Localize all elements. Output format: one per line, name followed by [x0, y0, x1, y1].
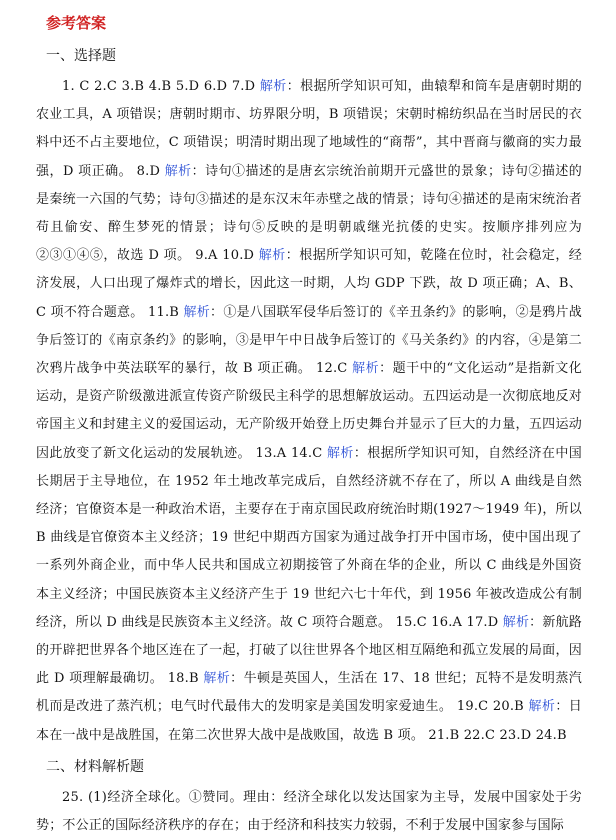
analysis-label: 解析 [352, 361, 380, 377]
answer-segment: ：新航路的开辟把世界各个地区连在了一起，打破了以往世界各个地区相互隔绝和孤立发展的局面，因此 D 项理解最确切。 18.B [36, 614, 582, 687]
answer-segment: ：根据所学知识可知，自然经济在中国长期居于主导地位，在 1952 年土地改革完成后，自然经济就不存在了，所以 A 曲线是自然经济；官僚资本是一种政治术语，主要存在于南京国民政府统治时期(1927～1949 年)，所以 B 曲线是官僚资本主义经济；19 世纪中期西方国家为通过战争打开中国市场，使中国出现了一系列外商企业，而中华人民共和国成立初期接管了外商在华的企业，所以 C 曲线是外国资本主义经济；中国民族资本主义经济产生于 19 世纪六七十年代，到 1956 年被改造成公有制经济，所以 D 曲线是民族资本主义经济。故 C 项符合题意。 15.C 16.A 17.D [36, 445, 582, 630]
analysis-label: 解析 [183, 304, 211, 320]
analysis-label: 解析 [259, 79, 287, 94]
analysis-label: 解析 [203, 671, 231, 687]
answer-segment: ：根据所学知识可知，曲辕犁和筒车是唐朝时期的农业工具，A 项错误；唐朝时期市、坊界限分明，B 项错误；宋朝时棉纺织品在当时居民的衣料中还不占主要地位，C 项错误；明清时期出现了地域性的“商帮”，其中晋商与徽商的实力最强，D 项正确。 8.D [36, 79, 583, 179]
answer-segment: ：题干中的“文化运动”是指新文化运动，是资产阶级激进派宣传资产阶级民主科学的思想解放运动。五四运动是一次彻底地反对帝国主义和封建主义的爱国运动，无产阶级开始登上历史舞台并显示了巨大的力量，五四运动因此放变了新文化运动的发展轨迹。 13.A 14.C [36, 361, 582, 461]
answer-segment: ：①是八国联军侵华后签订的《辛丑条约》的影响，②是鸦片战争后签订的《南京条约》的影响，③是甲午中日战争后签订的《马关条约》的内容，④是第二次鸦片战争中英法联军的暴行，故 B 项正确。 12.C [36, 304, 582, 377]
answer-segment: ：牛顿是英国人，生活在 17、18 世纪；瓦特不是发明蒸汽机而是改进了蒸汽机；电气时代最伟大的发明家是美国发明家爱迪生。 19.C 20.B [36, 671, 582, 715]
answer-segment: 1. C 2.C 3.B 4.B 5.D 6.D 7.D [62, 79, 260, 94]
analysis-label: 解析 [528, 699, 556, 715]
answer-segment: ：日本在一战中是战胜国，在第二次世界大战中是战败国，故选 B 项。 21.B 22.C 23.D 24.B [36, 699, 583, 743]
analysis-label: 解析 [258, 248, 286, 264]
answer-segment: ：根据所学知识可知，乾隆在位时，社会稳定，经济发展，人口出现了爆炸式的增长，因此这一时期，人均 GDP 下跌，故 D 项正确；A、B、C 项不符合题意。 11.B [36, 248, 582, 320]
material-answer-text: 25. (1)经济全球化。①赞同。理由：经济全球化以发达国家为主导，发展中国家处于劣势；不公正的国际经济秩序的存在；由于经济和科技实力较弱，不利于发展中国家参与国际 [36, 789, 582, 834]
choice-answers-text [36, 73, 582, 750]
page-title: 参考答案 [46, 14, 107, 32]
answer-segment: ：诗句①描述的是唐玄宗统治前期开元盛世的景象；诗句②描述的是秦统一六国的气势；诗句③描述的是东汉末年赤壁之战的情景；诗句④描述的是南宋统治者苟且偷安、醉生梦死的情景；诗句⑤反映的是明朝戚继光抗倭的史实。按顺序排列应为②③①④⑤，故选 D 项。 9.A 10.D [36, 163, 583, 264]
analysis-label: 解析 [164, 163, 192, 179]
analysis-label: 解析 [326, 445, 354, 461]
section-heading-choice: 一、选择题 [46, 48, 116, 64]
analysis-label: 解析 [502, 614, 530, 630]
section-heading-material: 二、材料解析题 [46, 758, 144, 775]
